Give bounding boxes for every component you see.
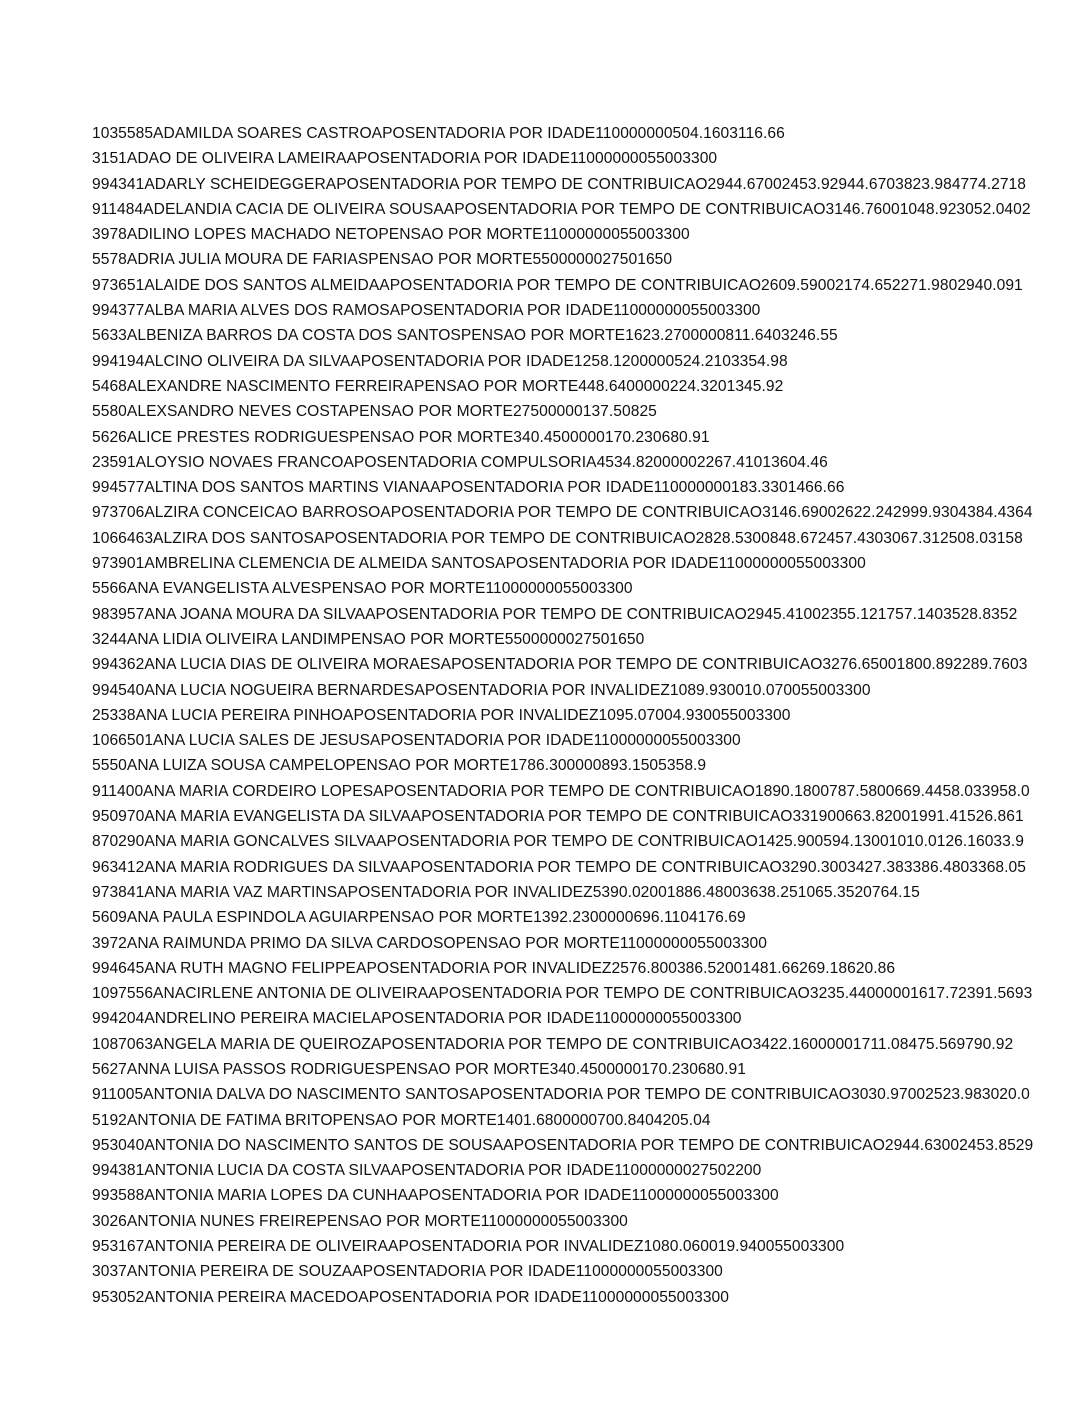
record-line: 953040ANTONIA DO NASCIMENTO SANTOS DE SOUSAAPOSENTADORIA POR TEMPO DE CONTRIBUICAO2944.63002453.8529 xyxy=(92,1136,1034,1154)
record-line: 950970ANA MARIA EVANGELISTA DA SILVAAPOSENTADORIA POR TEMPO DE CONTRIBUICAO331900663.82001991.41526.861 xyxy=(92,808,1024,826)
record-line: 911484ADELANDIA CACIA DE OLIVEIRA SOUSAAPOSENTADORIA POR TEMPO DE CONTRIBUICAO3146.76001048.923052.0402 xyxy=(92,200,1031,218)
record-line: 5626ALICE PRESTES RODRIGUESPENSAO POR MORTE340.4500000170.230680.91 xyxy=(92,428,710,446)
record-line: 973651ALAIDE DOS SANTOS ALMEIDAAPOSENTADORIA POR TEMPO DE CONTRIBUICAO2609.59002174.652271.9802940.091 xyxy=(92,276,1023,294)
record-line: 953167ANTONIA PEREIRA DE OLIVEIRAAPOSENTADORIA POR INVALIDEZ1080.060019.940055003300 xyxy=(92,1238,845,1256)
record-line: 5468ALEXANDRE NASCIMENTO FERREIRAPENSAO POR MORTE448.6400000224.3201345.92 xyxy=(92,377,784,395)
record-line: 911400ANA MARIA CORDEIRO LOPESAPOSENTADORIA POR TEMPO DE CONTRIBUICAO1890.1800787.5800669.4458.033958.0 xyxy=(92,782,1030,800)
record-line: 994377ALBA MARIA ALVES DOS RAMOSAPOSENTADORIA POR IDADE11000000055003300 xyxy=(92,302,761,320)
record-line: 5633ALBENIZA BARROS DA COSTA DOS SANTOSPENSAO POR MORTE1623.2700000811.6403246.55 xyxy=(92,327,838,345)
record-line: 1097556ANACIRLENE ANTONIA DE OLIVEIRAAPOSENTADORIA POR TEMPO DE CONTRIBUICAO3235.44000001617.72391.5693 xyxy=(92,985,1033,1003)
record-line: 5627ANNA LUISA PASSOS RODRIGUESPENSAO POR MORTE340.4500000170.230680.91 xyxy=(92,1060,746,1078)
record-line: 1035585ADAMILDA SOARES CASTROAPOSENTADORIA POR IDADE110000000504.1603116.66 xyxy=(92,125,785,142)
record-line: 3026ANTONIA NUNES FREIREPENSAO POR MORTE11000000055003300 xyxy=(92,1212,628,1230)
record-line: 1087063ANGELA MARIA DE QUEIROZAPOSENTADORIA POR TEMPO DE CONTRIBUICAO3422.16000001711.08475.569790.92 xyxy=(92,1035,1014,1053)
record-line: 994341ADARLY SCHEIDEGGERAPOSENTADORIA POR TEMPO DE CONTRIBUICAO2944.67002453.92944.6703823.984774.2718 xyxy=(92,175,1026,193)
record-line: 5192ANTONIA DE FATIMA BRITOPENSAO POR MORTE1401.6800000700.8404205.04 xyxy=(92,1111,711,1129)
record-line: 23591ALOYSIO NOVAES FRANCOAPOSENTADORIA COMPULSORIA4534.82000002267.41013604.46 xyxy=(92,453,828,471)
record-line: 963412ANA MARIA RODRIGUES DA SILVAAPOSENTADORIA POR TEMPO DE CONTRIBUICAO3290.3003427.383386.4803368.05 xyxy=(92,858,1026,876)
record-line: 994204ANDRELINO PEREIRA MACIELAPOSENTADORIA POR IDADE11000000055003300 xyxy=(92,1010,742,1028)
record-line: 1066501ANA LUCIA SALES DE JESUSAPOSENTADORIA POR IDADE11000000055003300 xyxy=(92,732,741,750)
record-line: 3972ANA RAIMUNDA PRIMO DA SILVA CARDOSOPENSAO POR MORTE11000000055003300 xyxy=(92,934,768,952)
record-line: 973706ALZIRA CONCEICAO BARROSOAPOSENTADORIA POR TEMPO DE CONTRIBUICAO3146.69002622.242999.9304384.4364 xyxy=(92,504,1033,522)
record-line: 5578ADRIA JULIA MOURA DE FARIASPENSAO POR MORTE5500000027501650 xyxy=(92,251,673,269)
record-line: 1066463ALZIRA DOS SANTOSAPOSENTADORIA POR TEMPO DE CONTRIBUICAO2828.5300848.672457.4303067.312508.03158 xyxy=(92,529,1023,547)
record-line: 983957ANA JOANA MOURA DA SILVAAPOSENTADORIA POR TEMPO DE CONTRIBUICAO2945.41002355.121757.1403528.8352 xyxy=(92,605,1018,623)
record-line: 953052ANTONIA PEREIRA MACEDOAPOSENTADORIA POR IDADE11000000055003300 xyxy=(92,1288,729,1306)
record-line: 973901AMBRELINA CLEMENCIA DE ALMEIDA SANTOSAPOSENTADORIA POR IDADE11000000055003300 xyxy=(92,555,866,573)
record-line: 994194ALCINO OLIVEIRA DA SILVAAPOSENTADORIA POR IDADE1258.1200000524.2103354.98 xyxy=(92,352,788,370)
record-line: 994362ANA LUCIA DIAS DE OLIVEIRA MORAESAPOSENTADORIA POR TEMPO DE CONTRIBUICAO3276.65001800.892289.7603 xyxy=(92,656,1028,674)
record-line: 3037ANTONIA PEREIRA DE SOUZAAPOSENTADORIA POR IDADE11000000055003300 xyxy=(92,1263,723,1281)
record-line: 994381ANTONIA LUCIA DA COSTA SILVAAPOSENTADORIA POR IDADE11000000027502200 xyxy=(92,1162,762,1180)
record-line: 5550ANA LUIZA SOUSA CAMPELOPENSAO POR MORTE1786.300000893.1505358.9 xyxy=(92,757,707,775)
record-line: 5566ANA EVANGELISTA ALVESPENSAO POR MORTE11000000055003300 xyxy=(92,580,633,598)
record-line: 994645ANA RUTH MAGNO FELIPPEAPOSENTADORIA POR INVALIDEZ2576.800386.52001481.66269.18620.86 xyxy=(92,959,896,977)
record-line: 870290ANA MARIA GONCALVES SILVAAPOSENTADORIA POR TEMPO DE CONTRIBUICAO1425.900594.13001010.0126.16033.9 xyxy=(92,833,1024,851)
record-line: 973841ANA MARIA VAZ MARTINSAPOSENTADORIA POR INVALIDEZ5390.02001886.48003638.251065.3520764.15 xyxy=(92,883,920,901)
record-line: 5609ANA PAULA ESPINDOLA AGUIARPENSAO POR MORTE1392.2300000696.1104176.69 xyxy=(92,909,746,927)
record-line: 25338ANA LUCIA PEREIRA PINHOAPOSENTADORIA POR INVALIDEZ1095.07004.930055003300 xyxy=(92,706,791,724)
record-line: 994540ANA LUCIA NOGUEIRA BERNARDESAPOSENTADORIA POR INVALIDEZ1089.930010.070055003300 xyxy=(92,681,871,699)
record-line: 3978ADILINO LOPES MACHADO NETOPENSAO POR MORTE11000000055003300 xyxy=(92,226,690,244)
record-line: 993588ANTONIA MARIA LOPES DA CUNHAAPOSENTADORIA POR IDADE11000000055003300 xyxy=(92,1187,779,1205)
record-line: 911005ANTONIA DALVA DO NASCIMENTO SANTOSAPOSENTADORIA POR TEMPO DE CONTRIBUICAO3030.97002523.983020.0 xyxy=(92,1086,1030,1104)
record-line: 3151ADAO DE OLIVEIRA LAMEIRAAPOSENTADORIA POR IDADE11000000055003300 xyxy=(92,150,718,168)
records-list xyxy=(92,121,1088,1310)
record-line: 994577ALTINA DOS SANTOS MARTINS VIANAAPOSENTADORIA POR IDADE110000000183.3301466.66 xyxy=(92,479,845,497)
record-line: 3244ANA LIDIA OLIVEIRA LANDIMPENSAO POR MORTE5500000027501650 xyxy=(92,630,645,648)
record-line: 5580ALEXSANDRO NEVES COSTAPENSAO POR MORTE27500000137.50825 xyxy=(92,403,657,421)
